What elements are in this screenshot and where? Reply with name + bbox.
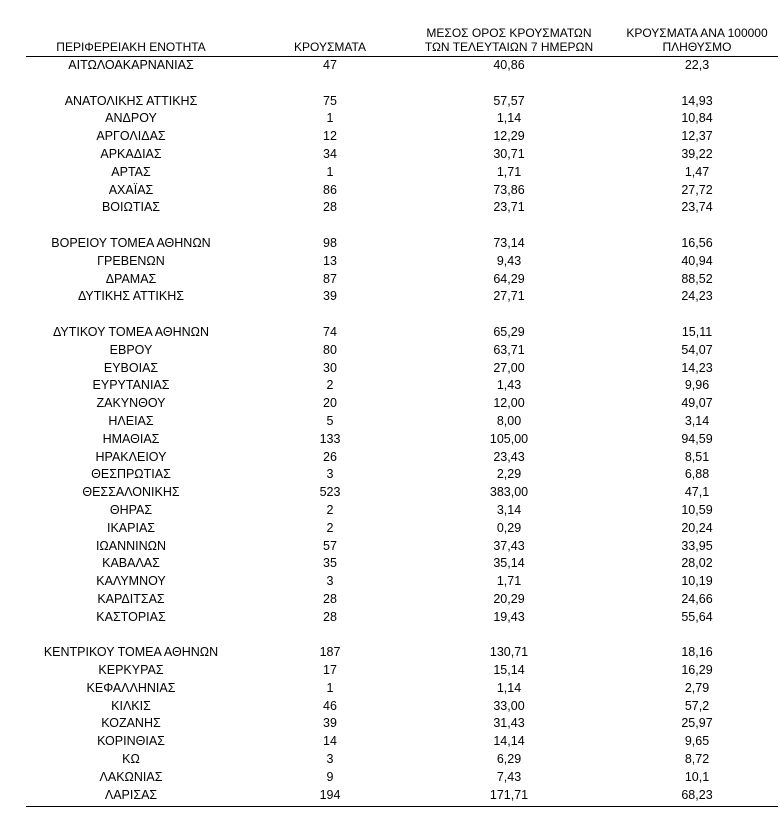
cell-avg-7-days: 15,14	[493, 663, 525, 678]
cell-per-100000: 68,23	[681, 787, 713, 802]
cell-per-100000: 54,07	[681, 342, 713, 357]
cell-region: ΒΟΙΩΤΙΑΣ	[101, 200, 161, 215]
cell-cases: 13	[323, 253, 337, 268]
cell-avg-7-days: 64,29	[493, 271, 525, 286]
cell-cases: 47	[323, 58, 337, 72]
cell-region: ΖΑΚΥΝΘΟΥ	[96, 396, 166, 411]
cell-cases: 20	[323, 396, 337, 411]
cell-cases: 34	[323, 146, 337, 161]
cell-cases: 86	[323, 182, 337, 197]
table-row	[26, 93, 778, 111]
cell-per-100000: 16,56	[681, 235, 713, 250]
cell-per-100000: 20,24	[681, 520, 713, 535]
table-row	[26, 787, 778, 805]
cell-avg-7-days: 57,57	[493, 93, 525, 108]
table-row	[26, 644, 778, 662]
header-per-line1: ΚΡΟΥΣΜΑΤΑ ΑΝΑ 100000	[626, 26, 768, 40]
cell-per-100000: 9,96	[684, 378, 710, 393]
cell-avg-7-days: 7,43	[496, 769, 522, 784]
table-row	[26, 698, 778, 716]
header-avg-line2: ΤΩΝ ΤΕΛΕΥΤΑΙΩΝ 7 ΗΜΕΡΩΝ	[424, 40, 594, 54]
cell-cases: 1	[326, 111, 334, 126]
cell-region: ΙΩΑΝΝΙΝΩΝ	[95, 538, 167, 553]
cell-region: ΑΡΤΑΣ	[111, 164, 151, 179]
cell-region: ΕΥΒΟΙΑΣ	[103, 360, 159, 375]
cell-per-100000: 8,51	[684, 449, 710, 464]
table-row	[26, 199, 778, 217]
cell-region: ΔΥΤΙΚΟΥ ΤΟΜΕΑ ΑΘΗΝΩΝ	[52, 324, 210, 339]
cell-region: ΑΝΔΡΟΥ	[105, 111, 157, 126]
cell-per-100000: 16,29	[681, 663, 713, 678]
cell-region: ΚΕΡΚΥΡΑΣ	[98, 663, 164, 678]
table-row	[26, 413, 778, 431]
cell-cases: 46	[323, 698, 337, 713]
cell-per-100000: 24,23	[681, 289, 713, 304]
cell-per-100000: 10,1	[684, 769, 710, 784]
table-row	[26, 733, 778, 751]
cell-avg-7-days: 8,00	[496, 413, 522, 428]
table-row	[26, 449, 778, 467]
cell-avg-7-days: 1,14	[496, 680, 522, 695]
cell-region: ΚΑΣΤΟΡΙΑΣ	[96, 609, 166, 624]
cell-cases: 1	[326, 680, 334, 695]
cell-avg-7-days: 130,71	[489, 645, 529, 660]
table-row	[26, 715, 778, 733]
cell-per-100000: 28,02	[681, 556, 713, 571]
cell-cases: 12	[323, 129, 337, 144]
header-per-100000	[616, 26, 778, 54]
cell-cases: 26	[323, 449, 337, 464]
bottom-rule	[26, 806, 778, 807]
cell-region: ΔΥΤΙΚΗΣ ΑΤΤΙΚΗΣ	[78, 289, 184, 304]
header-cases: ΚΡΟΥΣΜΑΤΑ	[294, 40, 366, 54]
cell-avg-7-days: 9,43	[496, 253, 522, 268]
cell-per-100000: 39,22	[681, 146, 713, 161]
cell-per-100000: 33,95	[681, 538, 713, 553]
cell-cases: 9	[326, 769, 334, 784]
cell-avg-7-days: 383,00	[489, 485, 529, 500]
table-row	[26, 751, 778, 769]
cell-per-100000: 14,93	[681, 93, 713, 108]
table-body	[26, 57, 778, 804]
cell-avg-7-days: 65,29	[493, 324, 525, 339]
cell-region: ΔΡΑΜΑΣ	[105, 271, 157, 286]
cell-per-100000: 10,19	[681, 574, 713, 589]
cell-avg-7-days: 1,43	[496, 378, 522, 393]
cell-avg-7-days: 105,00	[489, 431, 529, 446]
cell-avg-7-days: 19,43	[493, 609, 525, 624]
cell-cases: 87	[323, 271, 337, 286]
cell-cases: 39	[323, 289, 337, 304]
table-row	[26, 395, 778, 413]
cell-region: ΗΜΑΘΙΑΣ	[102, 431, 160, 446]
table-row	[26, 680, 778, 698]
cell-avg-7-days: 20,29	[493, 591, 525, 606]
cell-avg-7-days: 31,43	[493, 716, 525, 731]
cell-avg-7-days: 30,71	[493, 146, 525, 161]
cell-cases: 2	[326, 378, 334, 393]
table-row	[26, 342, 778, 360]
cell-per-100000: 9,65	[684, 734, 710, 749]
cell-per-100000: 22,3	[684, 58, 710, 72]
cases-table	[26, 18, 778, 807]
cell-region: ΙΚΑΡΙΑΣ	[106, 520, 156, 535]
cell-region: ΚΕΦΑΛΛΗΝΙΑΣ	[86, 680, 176, 695]
table-row	[26, 324, 778, 342]
table-row	[26, 288, 778, 306]
cell-avg-7-days: 6,29	[496, 752, 522, 767]
table-row	[26, 484, 778, 502]
table-row	[26, 609, 778, 627]
cell-region: ΑΡΚΑΔΙΑΣ	[100, 146, 162, 161]
header-avg-7-days	[406, 26, 612, 54]
cell-cases: 14	[323, 734, 337, 749]
cell-per-100000: 40,94	[681, 253, 713, 268]
cell-per-100000: 3,14	[684, 413, 710, 428]
cell-cases: 57	[323, 538, 337, 553]
cell-region: ΚΟΖΑΝΗΣ	[101, 716, 161, 731]
cell-cases: 28	[323, 609, 337, 624]
cell-region: ΑΝΑΤΟΛΙΚΗΣ ΑΤΤΙΚΗΣ	[64, 93, 198, 108]
cell-per-100000: 47,1	[684, 485, 710, 500]
table-row	[26, 271, 778, 289]
cell-avg-7-days: 3,14	[496, 502, 522, 517]
table-row	[26, 57, 778, 75]
cell-per-100000: 15,11	[681, 324, 713, 339]
cell-cases: 2	[326, 520, 334, 535]
cell-cases: 194	[319, 787, 341, 802]
cell-per-100000: 12,37	[681, 129, 713, 144]
cell-avg-7-days: 73,86	[493, 182, 525, 197]
cell-avg-7-days: 27,71	[493, 289, 525, 304]
cell-region: ΚΑΒΑΛΑΣ	[102, 556, 160, 571]
cell-region: ΚΩ	[122, 752, 140, 767]
cell-region: ΚΑΡΔΙΤΣΑΣ	[97, 591, 165, 606]
cell-per-100000: 10,84	[681, 111, 713, 126]
header-per-line2: ΠΛΗΘΥΣΜΟ	[662, 40, 732, 54]
cell-cases: 30	[323, 360, 337, 375]
cell-per-100000: 57,2	[684, 698, 710, 713]
cell-avg-7-days: 35,14	[493, 556, 525, 571]
cell-per-100000: 24,66	[681, 591, 713, 606]
cell-region: ΛΑΡΙΣΑΣ	[104, 787, 158, 802]
cell-cases: 1	[326, 164, 334, 179]
cell-region: ΚΕΝΤΡΙΚΟΥ ΤΟΜΕΑ ΑΘΗΝΩΝ	[43, 645, 219, 660]
cell-cases: 35	[323, 556, 337, 571]
cell-per-100000: 88,52	[681, 271, 713, 286]
table-row	[26, 573, 778, 591]
table-row	[26, 360, 778, 378]
table-header	[26, 18, 778, 57]
table-row	[26, 502, 778, 520]
cell-cases: 3	[326, 467, 334, 482]
cell-cases: 98	[323, 235, 337, 250]
cell-per-100000: 55,64	[681, 609, 713, 624]
table-row	[26, 110, 778, 128]
cell-per-100000: 8,72	[684, 752, 710, 767]
table-row	[26, 769, 778, 787]
cell-region: ΗΡΑΚΛΕΙΟΥ	[95, 449, 167, 464]
cell-cases: 28	[323, 591, 337, 606]
cell-cases: 80	[323, 342, 337, 357]
table-row	[26, 164, 778, 182]
header-avg-line1: ΜΕΣΟΣ ΟΡΟΣ ΚΡΟΥΣΜΑΤΩΝ	[426, 26, 592, 40]
cell-region: ΚΟΡΙΝΘΙΑΣ	[97, 734, 165, 749]
cell-cases: 3	[326, 752, 334, 767]
cell-region: ΑΡΓΟΛΙΔΑΣ	[96, 129, 166, 144]
cell-region: ΘΕΣΣΑΛΟΝΙΚΗΣ	[82, 485, 180, 500]
cell-per-100000: 14,23	[681, 360, 713, 375]
cell-cases: 39	[323, 716, 337, 731]
table-row	[26, 182, 778, 200]
header-region: ΠΕΡΙΦΕΡΕΙΑΚΗ ΕΝΟΤΗΤΑ	[56, 40, 206, 54]
cell-region: ΚΙΛΚΙΣ	[111, 698, 151, 713]
table-row	[26, 235, 778, 253]
cell-region: ΕΥΡΥΤΑΝΙΑΣ	[92, 378, 170, 393]
cell-region: ΘΗΡΑΣ	[109, 502, 153, 517]
cell-avg-7-days: 27,00	[493, 360, 525, 375]
cell-avg-7-days: 63,71	[493, 342, 525, 357]
cell-avg-7-days: 12,29	[493, 129, 525, 144]
cell-region: ΗΛΕΙΑΣ	[108, 413, 154, 428]
table-row	[26, 146, 778, 164]
cell-avg-7-days: 2,29	[496, 467, 522, 482]
cell-per-100000: 6,88	[684, 467, 710, 482]
table-row	[26, 128, 778, 146]
cell-avg-7-days: 0,29	[496, 520, 522, 535]
table-row	[26, 253, 778, 271]
cell-avg-7-days: 1,71	[496, 164, 522, 179]
table-row	[26, 538, 778, 556]
cell-region: ΒΟΡΕΙΟΥ ΤΟΜΕΑ ΑΘΗΝΩΝ	[51, 235, 211, 250]
cell-cases: 187	[319, 645, 341, 660]
cell-per-100000: 18,16	[681, 645, 713, 660]
cell-avg-7-days: 1,14	[496, 111, 522, 126]
cell-avg-7-days: 23,71	[493, 200, 525, 215]
cell-region: ΑΧΑΪΑΣ	[108, 182, 154, 197]
cell-avg-7-days: 12,00	[493, 396, 525, 411]
cell-per-100000: 25,97	[681, 716, 713, 731]
cell-avg-7-days: 40,86	[493, 58, 525, 72]
cell-per-100000: 23,74	[681, 200, 713, 215]
cell-cases: 133	[319, 431, 341, 446]
cell-region: ΛΑΚΩΝΙΑΣ	[99, 769, 163, 784]
cell-avg-7-days: 33,00	[493, 698, 525, 713]
cell-avg-7-days: 1,71	[496, 574, 522, 589]
cell-region: ΕΒΡΟΥ	[109, 342, 153, 357]
cell-cases: 75	[323, 93, 337, 108]
cell-avg-7-days: 37,43	[493, 538, 525, 553]
cell-avg-7-days: 171,71	[489, 787, 529, 802]
cell-cases: 5	[326, 413, 334, 428]
cell-cases: 523	[319, 485, 341, 500]
cell-per-100000: 49,07	[681, 396, 713, 411]
cell-avg-7-days: 14,14	[493, 734, 525, 749]
cell-per-100000: 27,72	[681, 182, 713, 197]
cell-cases: 3	[326, 574, 334, 589]
table-row	[26, 431, 778, 449]
cell-cases: 2	[326, 502, 334, 517]
table-row	[26, 662, 778, 680]
cell-avg-7-days: 73,14	[493, 235, 525, 250]
table-row	[26, 377, 778, 395]
cell-per-100000: 1,47	[684, 164, 710, 179]
cell-per-100000: 2,79	[684, 680, 710, 695]
cell-cases: 17	[323, 663, 337, 678]
cell-cases: 28	[323, 200, 337, 215]
cell-region: ΘΕΣΠΡΩΤΙΑΣ	[91, 467, 171, 482]
cell-avg-7-days: 23,43	[493, 449, 525, 464]
table-row	[26, 591, 778, 609]
table-row	[26, 555, 778, 573]
table-row	[26, 520, 778, 538]
cell-cases: 74	[323, 324, 337, 339]
cell-region: ΚΑΛΥΜΝΟΥ	[96, 574, 166, 589]
cell-region: ΓΡΕΒΕΝΩΝ	[97, 253, 165, 268]
cell-per-100000: 10,59	[681, 502, 713, 517]
cell-per-100000: 94,59	[681, 431, 713, 446]
table-row	[26, 466, 778, 484]
cell-region: ΑΙΤΩΛΟΑΚΑΡΝΑΝΙΑΣ	[68, 58, 194, 72]
